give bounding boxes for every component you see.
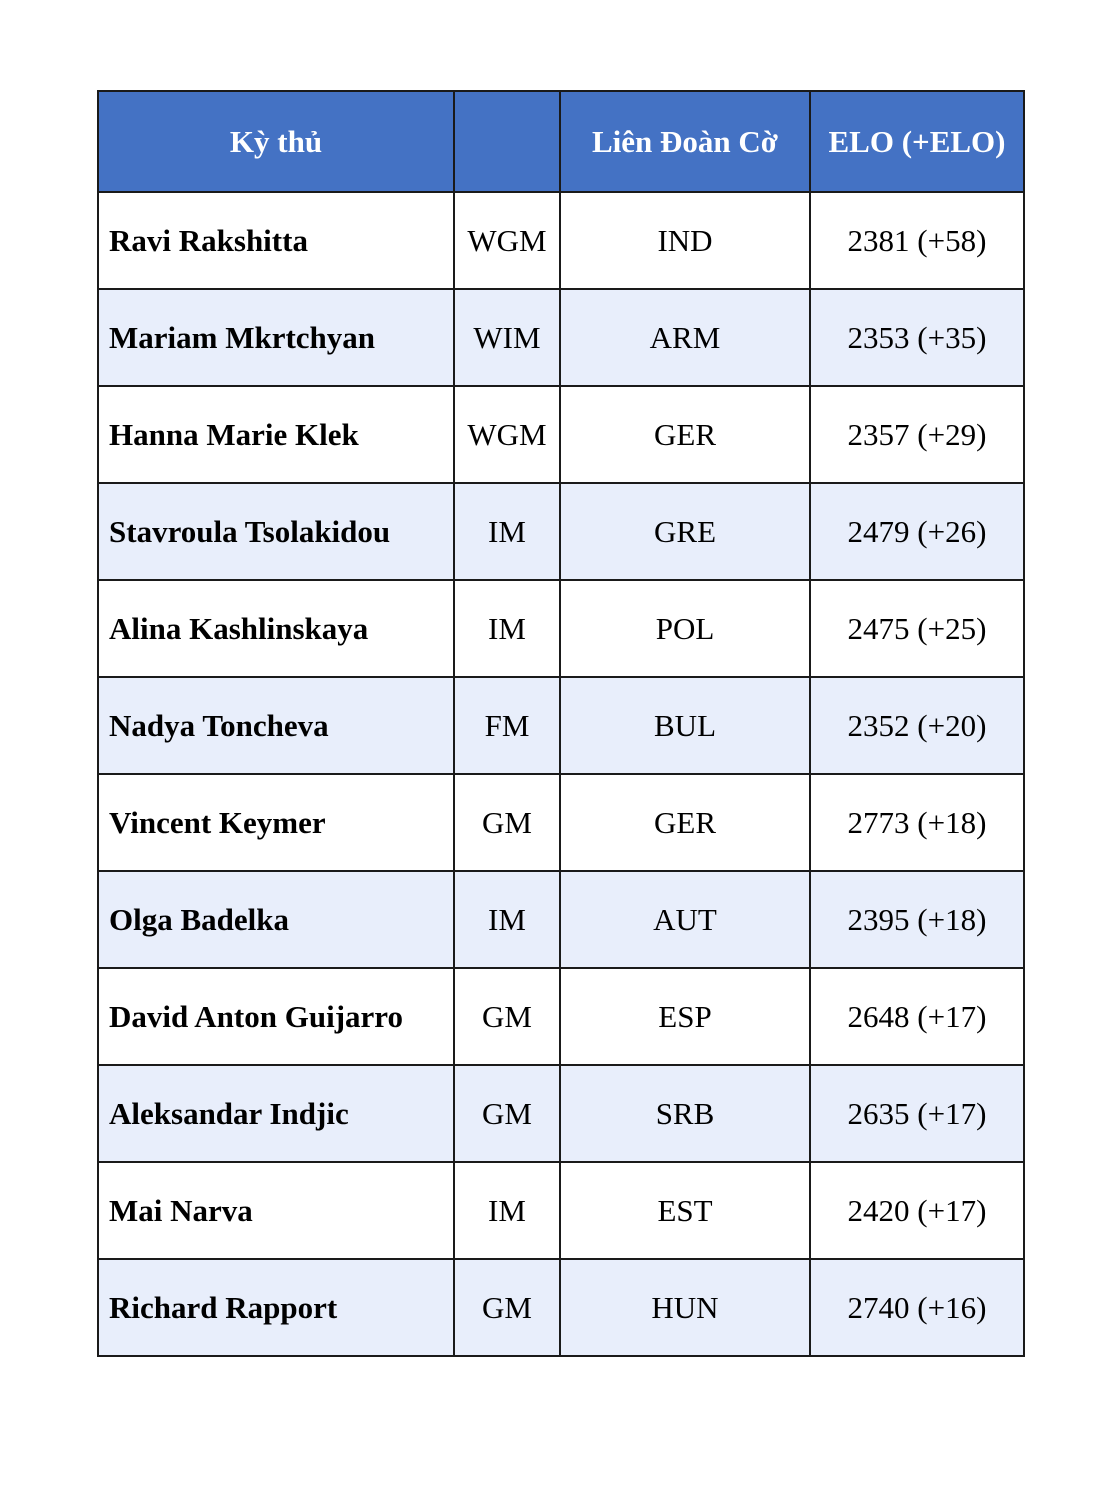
player-title-cell: GM: [454, 774, 560, 871]
elo-cell: 2635 (+17): [810, 1065, 1024, 1162]
elo-cell: 2381 (+58): [810, 192, 1024, 289]
header-federation: Liên Đoàn Cờ: [560, 91, 810, 192]
table-body: [98, 192, 1024, 1356]
header-title: [454, 91, 560, 192]
player-title-cell: WGM: [454, 386, 560, 483]
player-name-cell: David Anton Guijarro: [98, 968, 454, 1065]
player-name-cell: Nadya Toncheva: [98, 677, 454, 774]
player-title-cell: IM: [454, 580, 560, 677]
table-row: [98, 289, 1024, 386]
table-row: [98, 483, 1024, 580]
player-name-cell: Richard Rapport: [98, 1259, 454, 1356]
table-row: [98, 1065, 1024, 1162]
player-title-cell: FM: [454, 677, 560, 774]
player-name-cell: Mai Narva: [98, 1162, 454, 1259]
federation-cell: EST: [560, 1162, 810, 1259]
player-name-cell: Mariam Mkrtchyan: [98, 289, 454, 386]
federation-cell: GER: [560, 386, 810, 483]
table-row: [98, 1259, 1024, 1356]
elo-cell: 2740 (+16): [810, 1259, 1024, 1356]
table-header: [98, 91, 1024, 192]
player-title-cell: WIM: [454, 289, 560, 386]
player-title-cell: IM: [454, 871, 560, 968]
table-row: [98, 871, 1024, 968]
federation-cell: BUL: [560, 677, 810, 774]
elo-cell: 2475 (+25): [810, 580, 1024, 677]
table-row: [98, 1162, 1024, 1259]
player-title-cell: IM: [454, 483, 560, 580]
table-row: [98, 580, 1024, 677]
elo-cell: 2395 (+18): [810, 871, 1024, 968]
player-title-cell: GM: [454, 968, 560, 1065]
federation-cell: SRB: [560, 1065, 810, 1162]
player-title-cell: IM: [454, 1162, 560, 1259]
player-name-cell: Aleksandar Indjic: [98, 1065, 454, 1162]
federation-cell: POL: [560, 580, 810, 677]
table-row: [98, 968, 1024, 1065]
elo-cell: 2648 (+17): [810, 968, 1024, 1065]
player-name-cell: Alina Kashlinskaya: [98, 580, 454, 677]
federation-cell: ESP: [560, 968, 810, 1065]
elo-cell: 2353 (+35): [810, 289, 1024, 386]
federation-cell: ARM: [560, 289, 810, 386]
elo-cell: 2352 (+20): [810, 677, 1024, 774]
player-title-cell: GM: [454, 1065, 560, 1162]
header-elo: ELO (+ELO): [810, 91, 1024, 192]
table-row: [98, 192, 1024, 289]
elo-cell: 2420 (+17): [810, 1162, 1024, 1259]
player-title-cell: WGM: [454, 192, 560, 289]
player-name-cell: Ravi Rakshitta: [98, 192, 454, 289]
player-name-cell: Vincent Keymer: [98, 774, 454, 871]
elo-ranking-table: [97, 90, 1025, 1357]
federation-cell: IND: [560, 192, 810, 289]
elo-cell: 2357 (+29): [810, 386, 1024, 483]
elo-cell: 2773 (+18): [810, 774, 1024, 871]
federation-cell: AUT: [560, 871, 810, 968]
player-title-cell: GM: [454, 1259, 560, 1356]
table-row: [98, 677, 1024, 774]
header-row: [98, 91, 1024, 192]
federation-cell: GRE: [560, 483, 810, 580]
player-name-cell: Stavroula Tsolakidou: [98, 483, 454, 580]
player-name-cell: Olga Badelka: [98, 871, 454, 968]
elo-cell: 2479 (+26): [810, 483, 1024, 580]
table-row: [98, 386, 1024, 483]
table-row: [98, 774, 1024, 871]
player-name-cell: Hanna Marie Klek: [98, 386, 454, 483]
federation-cell: GER: [560, 774, 810, 871]
header-player: Kỳ thủ: [98, 91, 454, 192]
federation-cell: HUN: [560, 1259, 810, 1356]
